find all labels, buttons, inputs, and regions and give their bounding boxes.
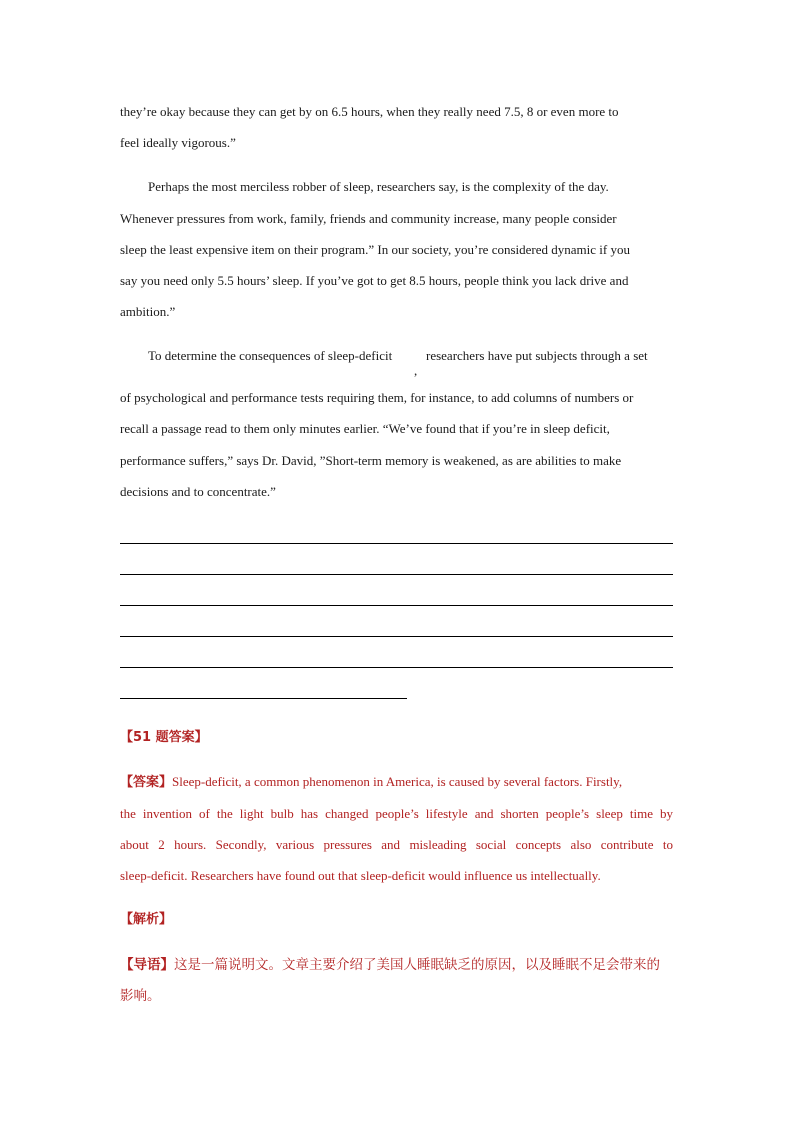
guide-label: 【导语】 — [120, 957, 174, 973]
answer-line — [120, 774, 673, 791]
passage-line: Perhaps the most merciless robber of sleep, researchers say, is the complexity of the day. — [148, 179, 609, 194]
passage-line: say you need only 5.5 hours’ sleep. If you’ve got to get 8.5 hours, people think you lack drive and — [120, 273, 629, 288]
analysis-heading: 【解析】 — [120, 912, 173, 927]
passage-line: ambition.” — [120, 304, 176, 319]
answer-text: Sleep-deficit, a common phenomenon in America, is caused by several factors. Firstly, — [172, 774, 623, 789]
passage-line: To determine the consequences of sleep-deficit — [148, 348, 393, 363]
answer-blank-line — [120, 574, 673, 575]
passage-line: recall a passage read to them only minutes earlier. “We’ve found that if you’re in sleep deficit, — [120, 421, 610, 436]
answer-blank-line — [120, 667, 673, 668]
passage-line: decisions and to concentrate.” — [120, 484, 276, 499]
passage-line: sleep the least expensive item on their program.” In our society, you’re considered dynamic if you — [120, 242, 630, 257]
passage-line: they’re okay because they can get by on 6.5 hours, when they really need 7.5, 8 or even more to — [120, 104, 619, 119]
passage-line: feel ideally vigorous.” — [120, 135, 236, 150]
guide-line: 影响。 — [120, 988, 161, 1004]
passage-line: researchers have put subjects through a set — [426, 348, 648, 363]
guide-line — [120, 957, 673, 973]
answer-blank-line — [120, 636, 673, 637]
passage-line: performance suffers,” says Dr. David, ”Short-term memory is weakened, as are abilities to make — [120, 453, 622, 468]
answer-line: about 2 hours. Secondly, various pressures and misleading social concepts also contribute to — [120, 837, 673, 852]
answer-label: 【答案】 — [120, 775, 173, 790]
answer-blank-line — [120, 605, 673, 606]
answer-line: sleep-deficit. Researchers have found out that sleep-deficit would influence us intellectually. — [120, 868, 601, 883]
passage-comma: , — [414, 363, 418, 378]
guide-text: 这是一篇说明文。文章主要介绍了美国人睡眠缺乏的原因，以及睡眠不足会带来的 — [174, 957, 660, 973]
answer-blank-line — [120, 543, 673, 544]
answer-heading: 【51 题答案】 — [120, 730, 208, 745]
answer-blank-line — [120, 698, 407, 699]
passage-line: Whenever pressures from work, family, friends and community increase, many people consider — [120, 211, 617, 226]
answer-line: the invention of the light bulb has changed people’s lifestyle and shorten people’s sleep time by — [120, 806, 673, 821]
passage-line: of psychological and performance tests requiring them, for instance, to add columns of numbers or — [120, 390, 634, 405]
